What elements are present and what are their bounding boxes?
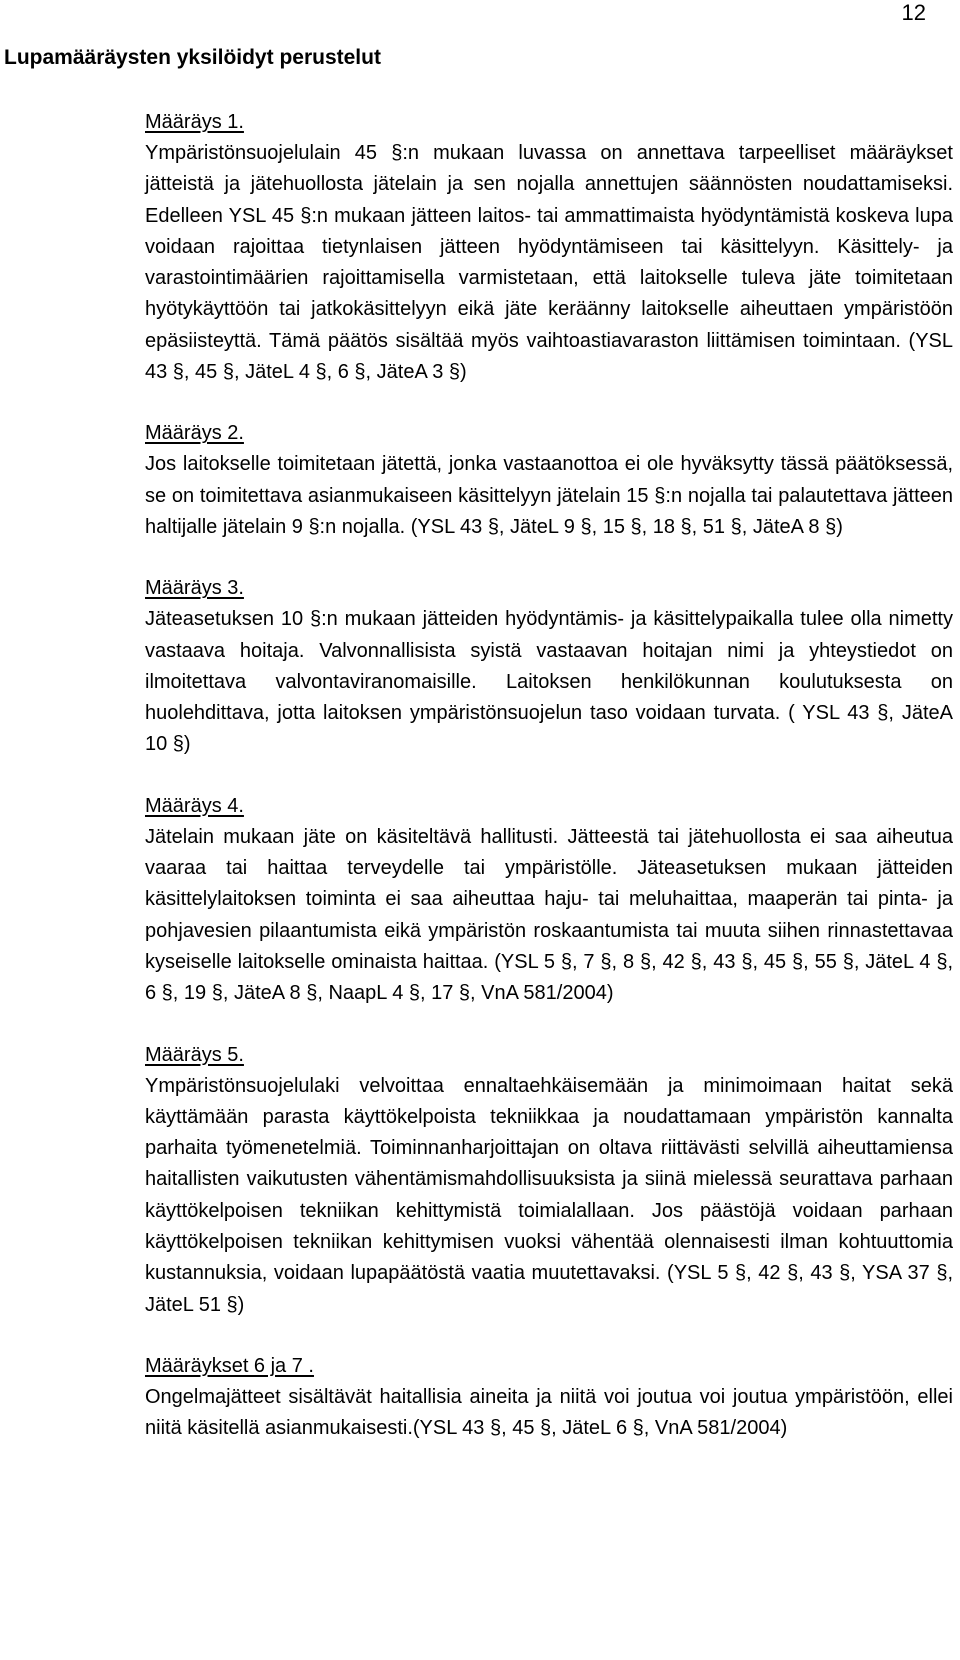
section-maarays-1 [145, 107, 953, 388]
section-maarays-4 [145, 791, 953, 1010]
section-maarays-3 [145, 573, 953, 760]
section-heading: Määräykset 6 ja 7 . [145, 1354, 314, 1377]
section-heading: Määräys 3. [145, 577, 244, 600]
section-maarays-5 [145, 1040, 953, 1321]
page-number: 12 [901, 0, 926, 25]
section-heading: Määräys 5. [145, 1043, 244, 1066]
section-maarays-2 [145, 418, 953, 543]
sections-container [145, 107, 953, 1475]
section-heading: Määräys 4. [145, 794, 244, 817]
section-body: Ympäristönsuojelulaki velvoittaa ennaltaehkäisemään ja minimoimaan haitat sekä käyttämään parasta käyttökelpoista tekniikkaa ja noudattamaan ympäristön kannalta parhaita työmenetelmiä. Toiminnanharjoittajan on oltava riittävästi selvillä aiheuttamiensa haitallisten vaikutusten vähentämismahdollisuuksista ja siinä mielessä seurattava parhaan käyttökelpoisen tekniikan kehittymistä toimialallaan. Jos päästöjä voidaan parhaan käyttökelpoisen tekniikan kehittymisen vuoksi vähentää olennaisesti ilman kohtuuttomia kustannuksia, voidaan lupapäätöstä vaatia muutettavaksi. (YSL 5 §, 42 §, 43 §, YSA 37 §, JäteL 51 §) [145, 1074, 953, 1316]
section-body: Ympäristönsuojelulain 45 §:n mukaan luvassa on annettava tarpeelliset määräykset jätteistä ja jätehuollosta jätelain ja sen nojalla annettujen säännösten noudattamiseksi. Edelleen YSL 45 §:n mukaan jätteen laitos- tai ammattimaista hyödyntämistä koskeva lupa voidaan rajoittaa tietynlaisen jätteen hyödyntämiseen tai käsittelyyn. Käsittely- ja varastointimäärien rajoittamisella varmistetaan, että laitokselle tuleva jäte toimitetaan hyötykäyttöön tai jatkokäsittelyyn eikä jäte keräänny laitokselle aiheuttaen ympäristöön epäsiisteyttä. Tämä päätös sisältää myös vaihtoastiavaraston liittämisen toimintaan. (YSL 43 §, 45 §, JäteL 4 §, 6 §, JäteA 3 §) [145, 142, 953, 384]
document-heading: Lupamääräysten yksilöidyt perustelut [4, 46, 381, 69]
section-body: Jäteasetuksen 10 §:n mukaan jätteiden hyödyntämis- ja käsittelypaikalla tulee olla nimetty vastaava hoitaja. Valvonnallisista syistä vastaavan hoitajan nimi ja yhteystiedot on ilmoitettava valvontaviranomaisille. Laitoksen henkilökunnan koulutuksesta on huolehdittava, jotta laitoksen ympäristönsuojelun taso voidaan turvata. ( YSL 43 §, JäteA 10 §) [145, 608, 953, 756]
section-maaraykset-6-7 [145, 1351, 953, 1445]
section-body: Ongelmajätteet sisältävät haitallisia aineita ja niitä voi joutua voi joutua ympäristöön, ellei niitä käsitellä asianmukaisesti.(YSL 43 §, 45 §, JäteL 6 §, VnA 581/2004) [145, 1385, 953, 1440]
section-body: Jos laitokselle toimitetaan jätettä, jonka vastaanottoa ei ole hyväksytty tässä päätöksessä, se on toimitettava asianmukaiseen käsittelyyn jätelain 15 §:n nojalla tai palautettava jätteen haltijalle jätelain 9 §:n nojalla. (YSL 43 §, JäteL 9 §, 15 §, 18 §, 51 §, JäteA 8 §) [145, 453, 953, 538]
section-heading: Määräys 2. [145, 422, 244, 445]
section-heading: Määräys 1. [145, 111, 244, 133]
section-body: Jätelain mukaan jäte on käsiteltävä hallitusti. Jätteestä tai jätehuollosta ei saa aiheutua vaaraa tai haittaa terveydelle tai ympäristölle. Jäteasetuksen mukaan jätteiden käsittelylaitoksen toiminta ei saa aiheuttaa haju- tai meluhaittaa, maaperän tai pinta- ja pohjavesien pilaantumista eikä ympäristön roskaantumista tai muuta siihen rinnastettavaa kyseiselle laitokselle ominaista haittaa. (YSL 5 §, 7 §, 8 §, 42 §, 43 §, 45 §, 55 §, JäteL 4 §, 6 §, 19 §, JäteA 8 §, NaapL 4 §, 17 §, VnA 581/2004) [145, 825, 953, 1005]
